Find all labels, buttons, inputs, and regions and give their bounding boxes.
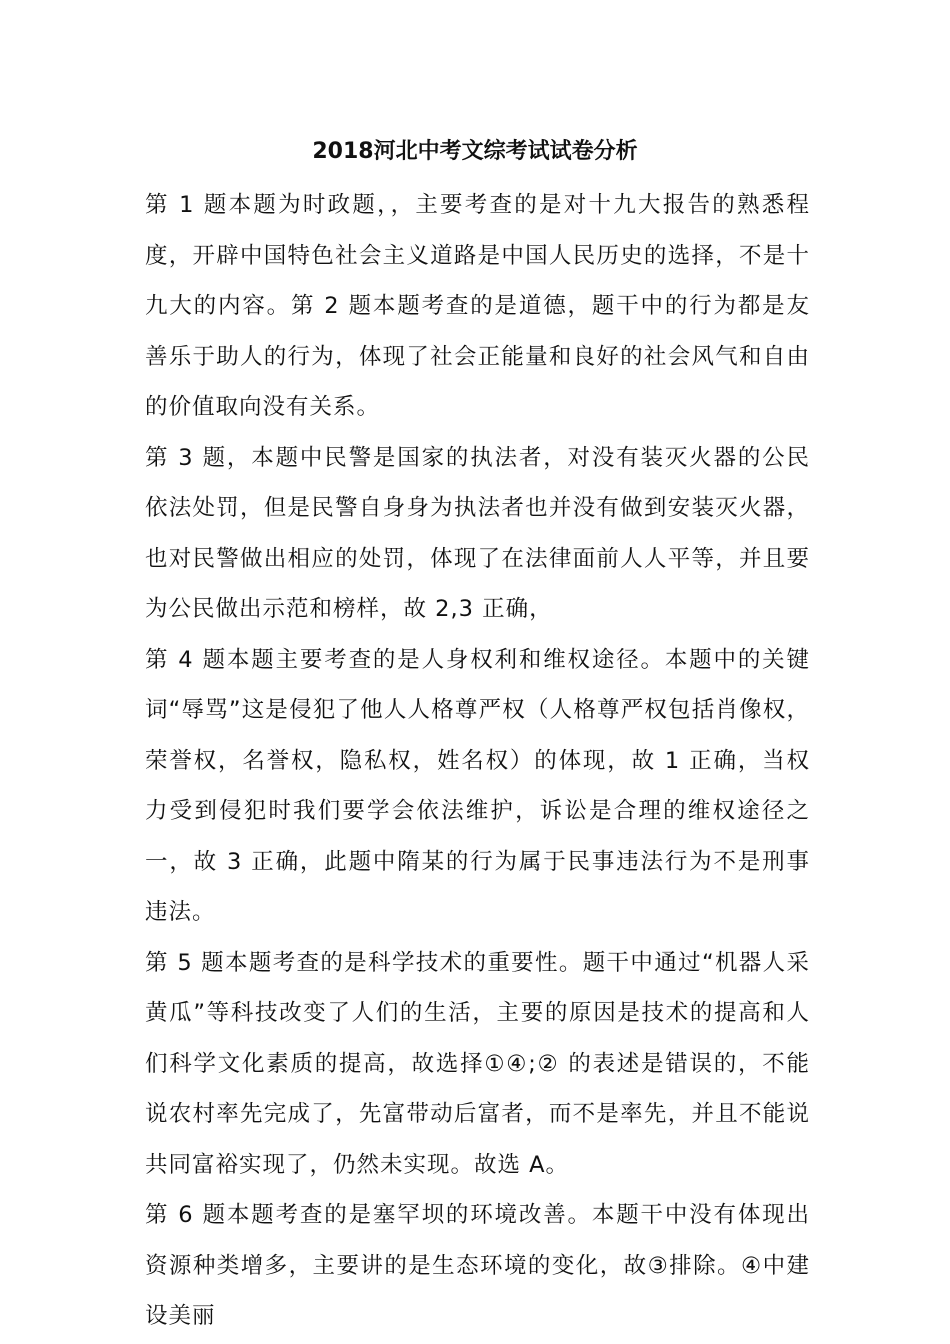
paragraph-q3: 第 3 题，本题中民警是国家的执法者，对没有装灭火器的公民依法处罚，但是民警自身身为执法者也并没有做到安装灭火器，也对民警做出相应的处罚，体现了在法律面前人人平等，并且要为公民做出示范和榜样，故 2,3 正确， bbox=[145, 444, 810, 622]
document-title: 2018河北中考文综考试试卷分析 bbox=[312, 139, 638, 164]
document-body bbox=[145, 180, 810, 1342]
paragraph-q1-q2: 第 1 题本题为时政题，，主要考查的是对十九大报告的熟悉程度，开辟中国特色社会主义道路是中国人民历史的选择，不是十九大的内容。第 2 题本题考查的是道德，题干中的行为都是友善乐于助人的行为，体现了社会正能量和良好的社会风气和自由的价值取向没有关系。 bbox=[145, 192, 810, 420]
paragraph-q4: 第 4 题本题主要考查的是人身权利和维权途径。本题中的关键词“辱骂”这是侵犯了他人人格尊严权（人格尊严权包括肖像权，荣誉权，名誉权，隐私权，姓名权）的体现，故 1 正确，当权力受到侵犯时我们要学会依法维护，诉讼是合理的维权途径之一，故 3 正确，此题中隋某的行为属于民事违法行为不是刑事违法。 bbox=[145, 646, 810, 925]
paragraph-q6: 第 6 题本题考查的是塞罕坝的环境改善。本题干中没有体现出资源种类增多，主要讲的是生态环境的变化，故③排除。④中建设美丽 bbox=[145, 1202, 810, 1329]
paragraph-q5: 第 5 题本题考查的是科学技术的重要性。题干中通过“机器人采黄瓜”等科技改变了人们的生活，主要的原因是技术的提高和人们科学文化素质的提高，故选择①④;② 的表述是错误的，不能说农村率先完成了，先富带动后富者，而不是率先，并且不能说共同富裕实现了，仍然未实现。故选 A。 bbox=[145, 949, 810, 1178]
